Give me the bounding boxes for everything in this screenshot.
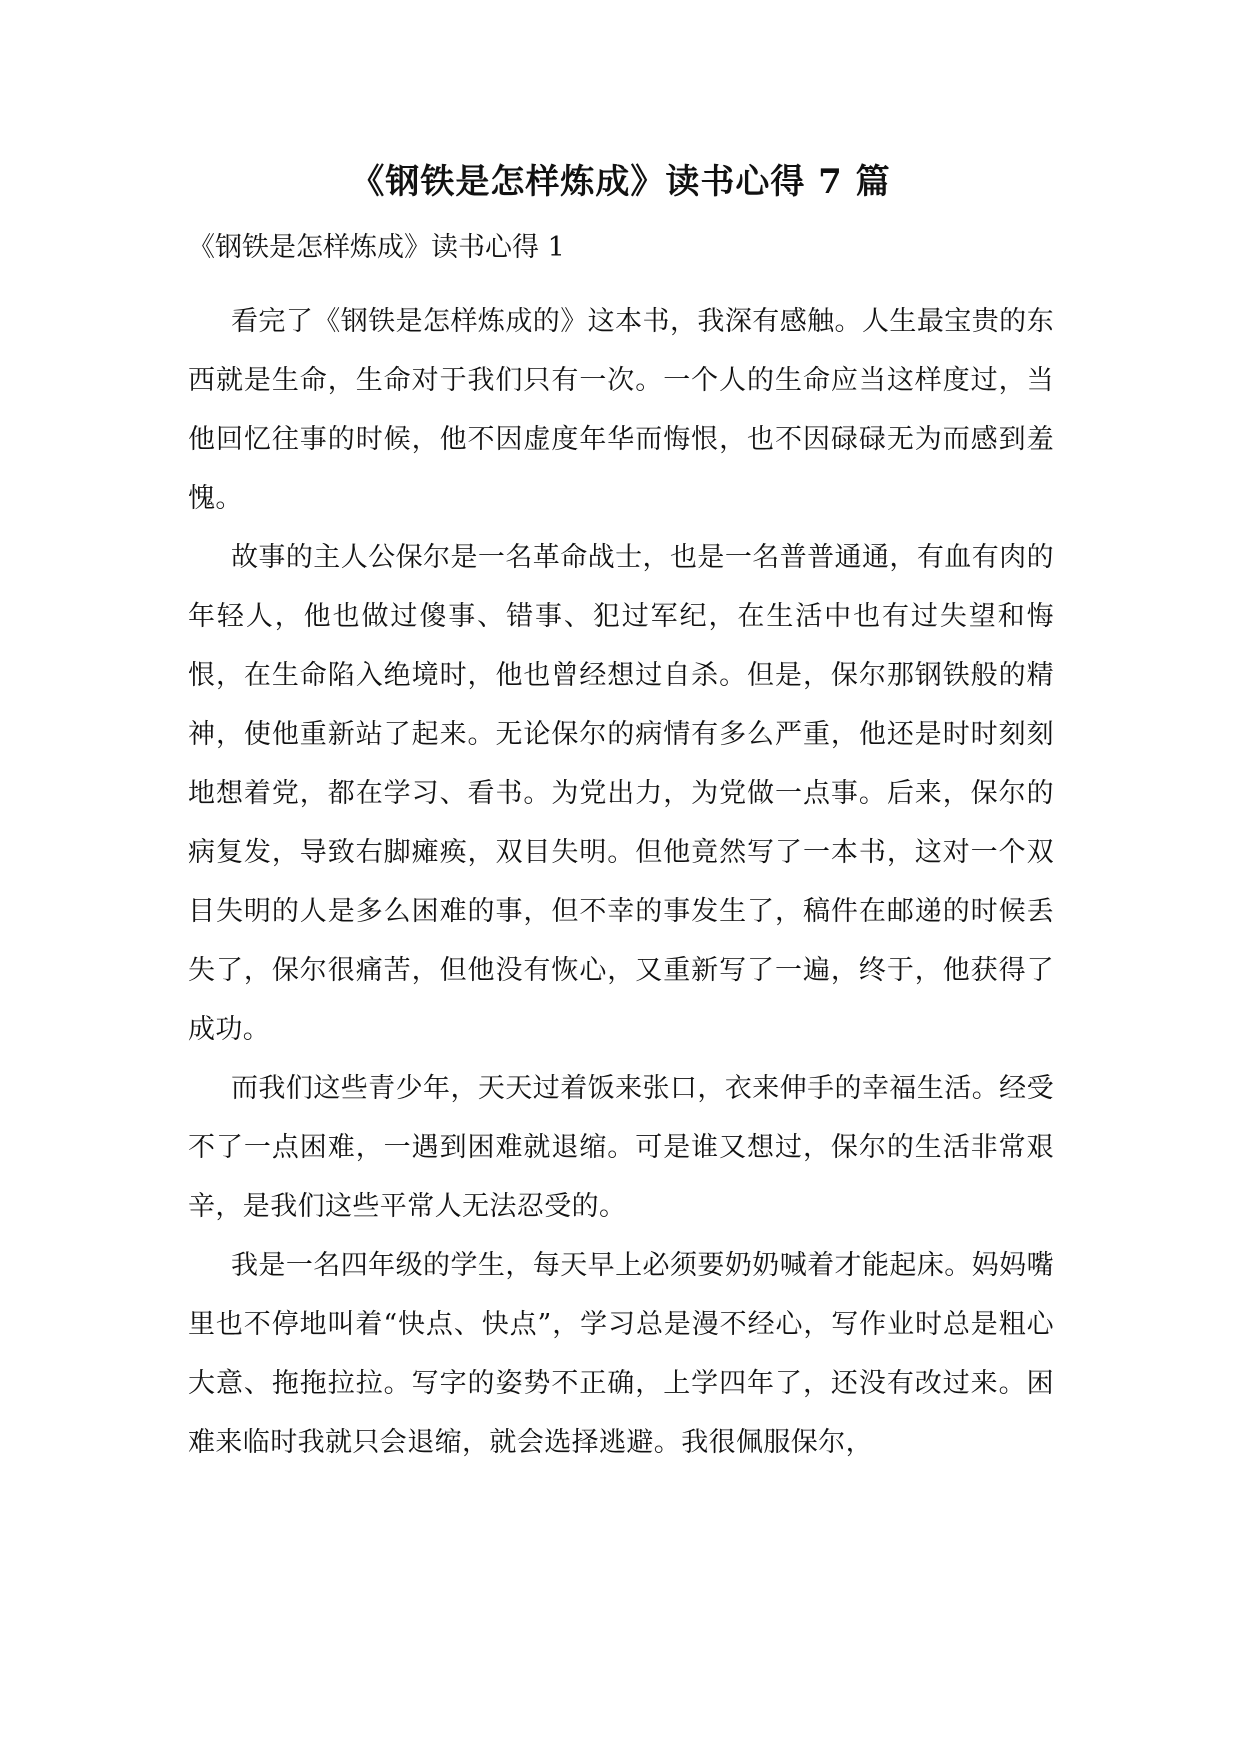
paragraph: 而我们这些青少年，天天过着饭来张口，衣来伸手的幸福生活。经受不了一点困难，一遇到困难就退缩。可是谁又想过，保尔的生活非常艰辛，是我们这些平常人无法忍受的。 — [188, 1073, 1054, 1222]
paragraph: 看完了《钢铁是怎样炼成的》这本书，我深有感触。人生最宝贵的东西就是生命，生命对于我们只有一次。一个人的生命应当这样度过，当他回忆往事的时候，他不因虚度年华而悔恨，也不因碌碌无为而感到羞愧。 — [188, 306, 1054, 514]
section-heading: 《钢铁是怎样炼成》读书心得 1 — [188, 232, 565, 263]
document-body — [188, 292, 1054, 1472]
document-title: 《钢铁是怎样炼成》读书心得 7 篇 — [350, 162, 891, 202]
paragraph: 故事的主人公保尔是一名革命战士，也是一名普普通通，有血有肉的年轻人，他也做过傻事、错事、犯过军纪，在生活中也有过失望和悔恨，在生命陷入绝境时，他也曾经想过自杀。但是，保尔那钢铁般的精神，使他重新站了起来。无论保尔的病情有多么严重，他还是时时刻刻地想着党，都在学习、看书。为党出力，为党做一点事。后来，保尔的病复发，导致右脚瘫痪，双目失明。但他竟然写了一本书，这对一个双目失明的人是多么困难的事，但不幸的事发生了，稿件在邮递的时候丢失了，保尔很痛苦，但他没有恢心，又重新写了一遍，终于，他获得了成功。 — [188, 542, 1054, 1045]
paragraph: 我是一名四年级的学生，每天早上必须要奶奶喊着才能起床。妈妈嘴里也不停地叫着“快点、快点”，学习总是漫不经心，写作业时总是粗心大意、拖拖拉拉。写字的姿势不正确，上学四年了，还没有改过来。困难来临时我就只会退缩，就会选择逃避。我很佩服保尔， — [188, 1250, 1054, 1458]
